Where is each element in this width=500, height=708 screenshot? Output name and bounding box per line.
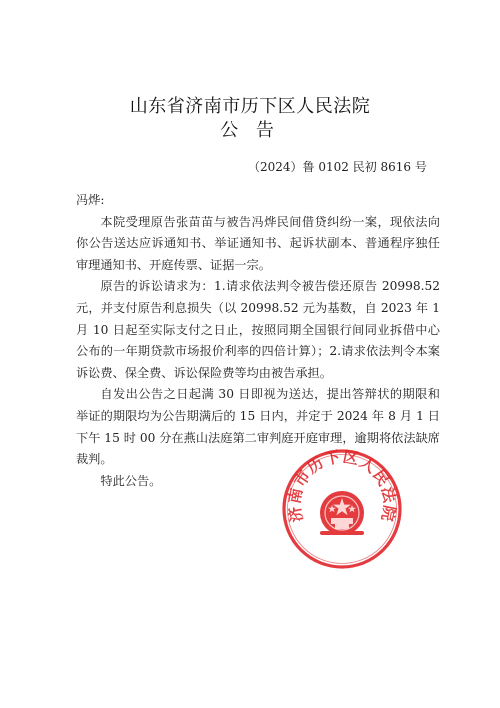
- court-seal-stamp: [280, 447, 404, 571]
- seal-text: 济南市历下区人民法院: [285, 447, 399, 524]
- paragraph-service: 本院受理原告张苗苗与被告冯烨民间借贷纠纷一案，现依法向你公告送达应诉通知书、举证通知书、起诉状副本、普通程序独任审理通知书、开庭传票、证据一宗。: [76, 214, 440, 272]
- paragraph-hearing: 自发出公告之日起满 30 日即视为送达，提出答辩状的期限和举证的期限均为公告期满后的 15 日内，并定于 2024 年 8 月 1 日下午 15 时 00 分在燕山法庭第二审判庭开庭审理，逾期将依法缺席裁判。: [76, 387, 440, 467]
- closing-line: 特此公告。: [100, 473, 162, 488]
- emblem-icon: [320, 491, 364, 535]
- notice-title: 公 告: [220, 120, 280, 141]
- paragraph-claims: 原告的诉讼请求为：1.请求依法判令被告偿还原告 20998.52 元，并支付原告利息损失（以 20998.52 元为基数，自 2023 年 1 月 10 日起至实际支付之日止，按照同期全国银行间同业拆借中心公布的一年期贷款市场报价利率的四倍计算）；2.请求依法判令本案诉讼费、保全费、诉讼保险费等均由被告承担。: [76, 279, 440, 380]
- court-name: 山东省济南市历下区人民法院: [129, 96, 371, 117]
- case-number: （2024）鲁 0102 民初 8616 号: [248, 160, 427, 174]
- addressee: 冯烨:: [76, 193, 105, 207]
